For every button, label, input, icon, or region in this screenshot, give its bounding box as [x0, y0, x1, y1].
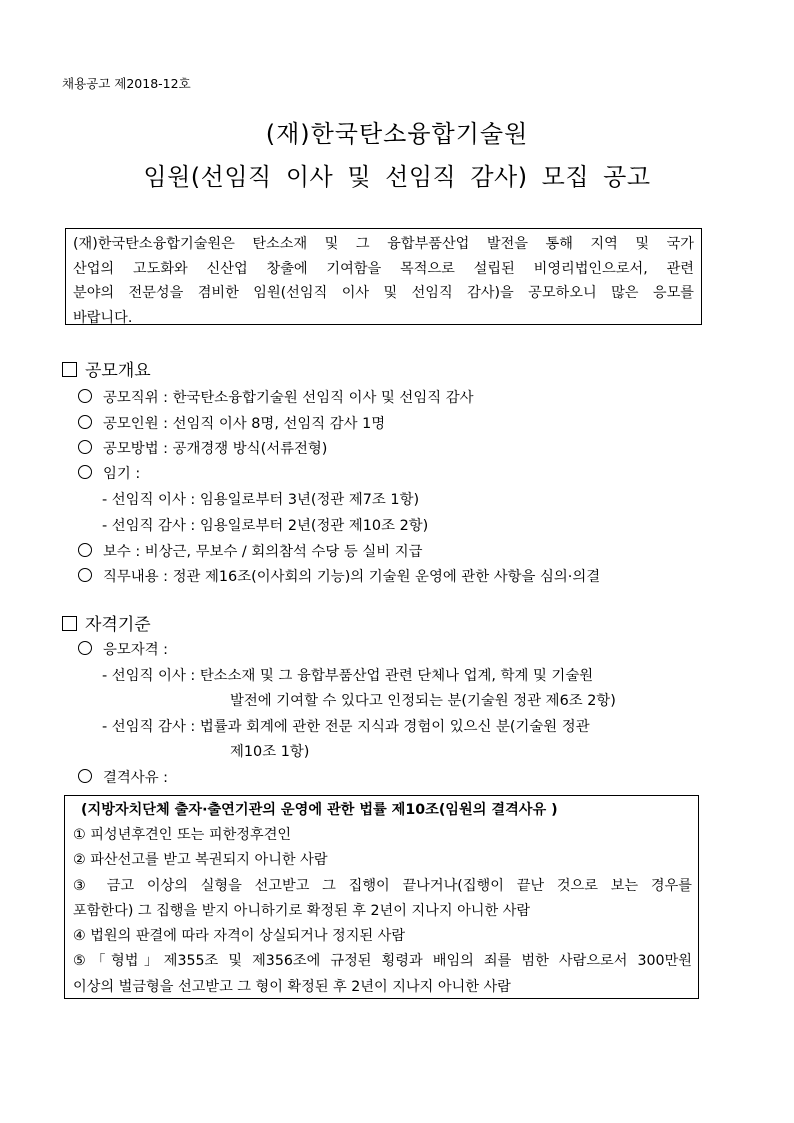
section-heading-label: 공모개요	[85, 361, 151, 381]
item-text: 결격사유 :	[103, 770, 169, 786]
law-clause-5: ⑤「형법」제355조 및 제356조에 규정된 횡령과 배임의 죄를 범한 사람으로서 300만원	[73, 953, 692, 970]
law-heading: (지방자치단체 출자·출연기관의 운영에 관한 법률 제10조(임원의 결격사유 )	[81, 802, 558, 818]
circle-bullet-icon	[78, 415, 92, 429]
section-heading-label: 자격기준	[85, 615, 151, 635]
eligibility-auditor-cont: 제10조 1항)	[230, 744, 310, 760]
list-item	[78, 766, 168, 787]
law-clause-2: ② 파산선고를 받고 복권되지 아니한 사람	[73, 852, 328, 869]
list-item	[78, 437, 327, 458]
law-clause-3-cont: 포함한다) 그 집행을 받지 아니하기로 확정된 후 2년이 지나지 아니한 사람	[73, 902, 531, 919]
list-item	[78, 565, 600, 586]
circle-bullet-icon	[78, 568, 92, 582]
circle-bullet-icon	[78, 440, 92, 454]
section-heading-overview	[62, 356, 151, 381]
list-item	[78, 540, 423, 561]
item-text: 임기 :	[103, 466, 141, 482]
law-clause-1: ① 피성년후견인 또는 피한정후견인	[73, 827, 292, 843]
intro-line: 바랍니다.	[73, 309, 133, 326]
eligibility-director-cont: 발전에 기여할 수 있다고 인정되는 분(기술원 정관 제6조 2항)	[230, 693, 616, 709]
intro-line: (재)한국탄소융합기술원은 탄소소재 및 그 융합부품산업 발전을 통해 지역 및 국가	[73, 236, 694, 252]
document-number: 채용공고 제2018-12호	[62, 76, 191, 91]
section-heading-qualifications	[62, 610, 151, 635]
term-subitem-director: - 선임직 이사 : 임용일로부터 3년(정관 제7조 1항)	[102, 492, 420, 508]
intro-line: 분야의 전문성을 겸비한 임원(선임직 이사 및 선임직 감사)을 공모하오니 많은 응모를	[73, 285, 694, 301]
intro-box	[65, 228, 702, 325]
list-item	[78, 386, 474, 407]
title-announcement: 임원(선임직 이사 및 선임직 감사) 모집 공고	[143, 163, 651, 191]
list-item	[78, 638, 168, 659]
item-text: 공모직위 : 한국탄소융합기술원 선임직 이사 및 선임직 감사	[103, 390, 474, 406]
disqualification-law-box	[64, 795, 699, 999]
item-text: 공모인원 : 선임직 이사 8명, 선임직 감사 1명	[103, 416, 386, 432]
item-text: 응모자격 :	[103, 642, 169, 658]
circle-bullet-icon	[78, 641, 92, 655]
item-text: 공모방법 : 공개경쟁 방식(서류전형)	[103, 441, 328, 457]
term-subitem-auditor: - 선임직 감사 : 임용일로부터 2년(정관 제10조 2항)	[102, 518, 429, 534]
law-clause-5-cont: 이상의 벌금형을 선고받고 그 형이 확정된 후 2년이 지나지 아니한 사람	[73, 978, 511, 995]
checkbox-square-icon	[62, 362, 77, 377]
item-text: 직무내용 : 정관 제16조(이사회의 기능)의 기술원 운영에 관한 사항을 심의·의결	[103, 569, 601, 585]
eligibility-director: - 선임직 이사 : 탄소소재 및 그 융합부품산업 관련 단체나 업계, 학계 및 기술원	[102, 668, 594, 684]
law-clause-3: ③ 금고 이상의 실형을 선고받고 그 집행이 끝나거나(집행이 끝난 것으로 보는 경우를	[73, 877, 692, 894]
item-text: 보수 : 비상근, 무보수 / 회의참석 수당 등 실비 지급	[103, 544, 423, 560]
list-item	[78, 462, 140, 483]
checkbox-square-icon	[62, 616, 77, 631]
intro-line: 산업의 고도화와 신산업 창출에 기여함을 목적으로 설립된 비영리법인으로서, 관련	[73, 260, 694, 277]
circle-bullet-icon	[78, 465, 92, 479]
eligibility-auditor: - 선임직 감사 : 법률과 회계에 관한 전문 지식과 경험이 있으신 분(기술원 정관	[102, 719, 590, 735]
title-organization: (재)한국탄소융합기술원	[265, 120, 529, 148]
list-item	[78, 412, 385, 433]
circle-bullet-icon	[78, 543, 92, 557]
circle-bullet-icon	[78, 389, 92, 403]
law-clause-4: ④ 법원의 판결에 따라 자격이 상실되거나 정지된 사람	[73, 928, 406, 945]
circle-bullet-icon	[78, 769, 92, 783]
